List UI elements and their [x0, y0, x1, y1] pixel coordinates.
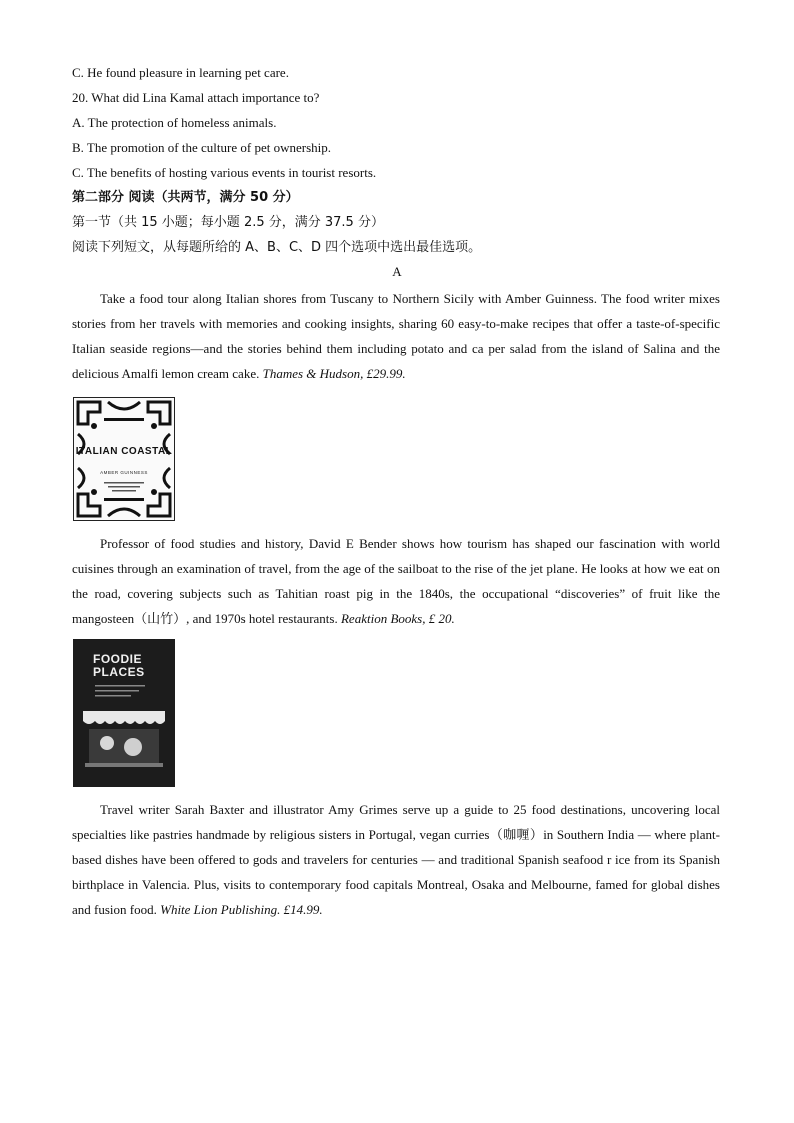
book-2-text: Professor of food studies and history, David E Bender shows how tourism has shaped our fascination with world cuisines through an examination of travel, from the age of the sailboat to the rise of the jet plane. He looks at how we eat on the road, covering subjects such as Tahitian roast pig in the 1840s, the occupational “discoveries” of fruit like the mangosteen（山竹）, and 1970s hotel restaurants. [72, 536, 720, 626]
q20-stem: 20. What did Lina Kamal attach importance to? [72, 90, 320, 105]
q20-option-b: B. The promotion of the culture of pet ownership. [72, 140, 331, 155]
book-3-source: White Lion Publishing. £14.99. [160, 902, 323, 917]
book-2-source: Reaktion Books, £ 20. [340, 611, 455, 626]
part-title: 第二部分 阅读（共两节，满分 50 分） [72, 190, 299, 205]
q20-option-c: C. The benefits of hosting various events in tourist resorts. [72, 165, 377, 180]
section-title: 第一节（共 15 小题；每小题 2.5 分，满分 37.5 分） [72, 215, 384, 230]
book-2-description [72, 531, 720, 631]
book-1-text: Take a food tour along Italian shores from Tuscany to Northern Sicily with Amber Guinness. The food writer mixes stories from her travels with memories and cooking insights, sharing 60 easy-to-make recipes that offer a taste-of-specific Italian seaside regions—and the stories behind them including potato and ca per salad from the island of Salina and the delicious Amalfi lemon cream cake. [72, 291, 720, 381]
book-1-cover-title: ITALIAN COASTAL [75, 446, 173, 457]
q20-option-a: A. The protection of homeless animals. [72, 115, 277, 130]
ornament-pattern-icon [74, 398, 174, 520]
instruction: 阅读下列短文，从每题所给的 A、B、C、D 四个选项中选出最佳选项。 [72, 240, 482, 255]
book-1-cover-author: AMBER GUINNESS [100, 470, 148, 475]
book-3-description [72, 797, 720, 922]
book-2-cover-title: FOODIE PLACES [93, 652, 145, 679]
q19-option-c: C. He found pleasure in learning pet care. [72, 65, 289, 80]
storefront-illustration-icon [73, 639, 175, 787]
book-1-description [72, 286, 720, 386]
book-1-cover [73, 397, 175, 521]
book-2-cover [73, 639, 175, 787]
book-3-text: Travel writer Sarah Baxter and illustrator Amy Grimes serve up a guide to 25 food destinations, uncovering local specialties like pastries handmade by religious sisters in Portugal, vegan curries（咖喱）in Southern India — where plant-based dishes have been offered to gods and travelers for centuries — and traditional Spanish seafood r ice from its Spanish birthplace in Valencia. Plus, visits to contemporary food capitals Montreal, Osaka and Melbourne, famed for global dishes and fusion food. [72, 802, 720, 917]
book-1-source: Thames & Hudson, £29.99. [262, 366, 406, 381]
passage-label: A [392, 264, 402, 279]
